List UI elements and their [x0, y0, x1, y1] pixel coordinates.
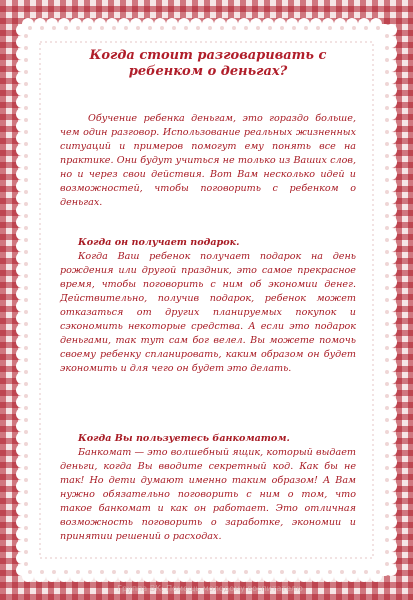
section-atm [60, 432, 356, 544]
footer-credit: Группа ВК: Помощь молодому воспитателю [117, 584, 303, 593]
page-title: Когда стоит разговаривать с ребенком о деньгах? [89, 48, 327, 79]
section-heading-gift: Когда он получает подарок. [78, 237, 240, 248]
document-body [60, 48, 356, 548]
section-gift [60, 236, 356, 376]
section-heading-atm: Когда Вы пользуетесь банкоматом. [78, 433, 290, 444]
section-body-atm: Банкомат — это волшебный ящик, который выдает деньги, когда Вы вводите секретный код. Как бы не так! Но дети думают именно таким образом! А Вам нужно обязательно поговорить с ним о том, что такое банкомат и как он работает. Это отличная возможность поговорить о заработке, экономии и принятии решений о расходах. [60, 447, 356, 542]
intro-paragraph: Обучение ребенка деньгам, это гораздо больше, чем один разговор. Использование реальных жизненных ситуаций и примеров помогут ему понять все на практике. Они будут учиться не только из Ваших слов, но и через свои действия. Вот Вам несколько идей и возможностей, чтобы поговорить с ребенком о деньгах. [60, 113, 356, 208]
section-body-gift: Когда Ваш ребенок получает подарок на день рождения или другой праздник, это самое прекрасное время, чтобы поговорить с ним об экономии денег. Действительно, получив подарок, ребенок может отказаться от других планируемых покупок и сэкономить некоторые средства. А если это подарок деньгами, так тут сам бог велел. Вы можете помочь своему ребенку спланировать, каким образом он будет экономить и для чего он будет это делать. [60, 251, 356, 374]
